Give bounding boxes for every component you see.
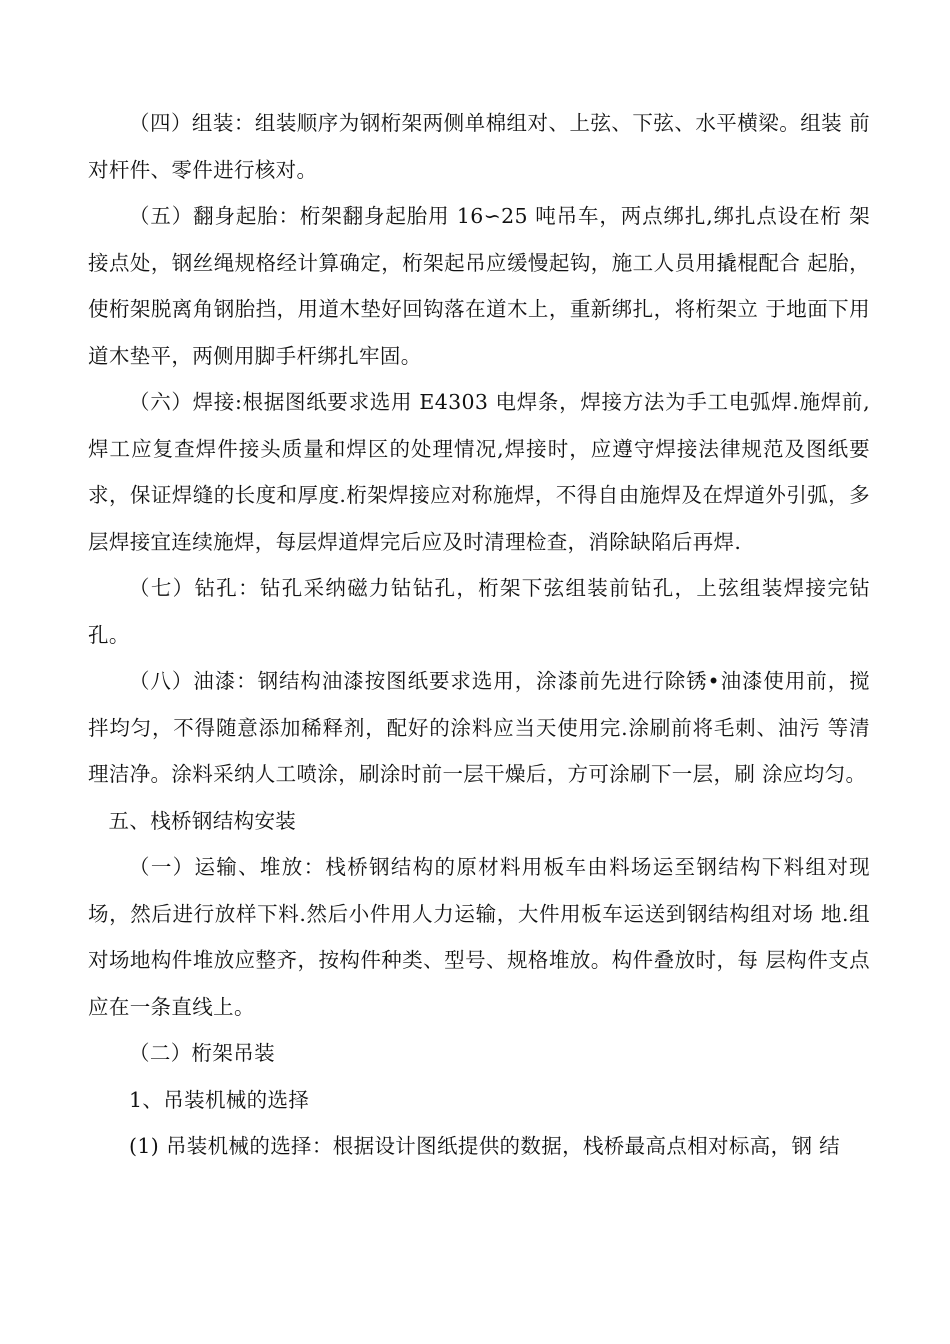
paragraph-painting: （八）油漆：钢结构油漆按图纸要求选用，涂漆前先进行除锈•油漆使用前，搅拌均匀，不得随意添加稀释剂，配好的涂料应当天使用完.涂刷前将毛刺、油污 等清理洁净。涂料采纳人工喷涂，刷涂时前一层干燥后，方可涂刷下一层，刷 涂应均匀。 xyxy=(88,669,870,786)
paragraph-assembly: （四）组装：组装顺序为钢桁架两侧单棉组对、上弦、下弦、水平横梁。组装 前对杆件、零件进行核对。 xyxy=(88,111,870,182)
section-heading-steel-installation: 五、栈桥钢结构安装 xyxy=(108,808,297,833)
document-body xyxy=(88,100,870,1170)
paragraph-welding: （六）焊接:根据图纸要求选用 E4303 电焊条，焊接方法为手工电弧焊.施焊前,焊工应复查焊件接头质量和焊区的处理情况,焊接时，应遵守焊接法律规范及图纸要求，保证焊缝的长度和厚度.桁架焊接应对称施焊，不得自由施焊及在焊道外引弧，多层焊接宜连续施焊，每层焊道焊完后应及时清理检查，消除缺陷后再焊. xyxy=(88,390,870,554)
paragraph-flip-lifting: （五）翻身起胎：桁架翻身起胎用 16∽25 吨吊车，两点绑扎,绑扎点设在桁 架接点处，钢丝绳规格经计算确定，桁架起吊应缓慢起钩，施工人员用撬棍配合 起胎，使桁架脱离角钢胎挡，用道木垫好回钩落在道木上，重新绑扎，将桁架立 于地面下用道木垫平，两侧用脚手杆绑扎牢固。 xyxy=(88,204,870,368)
subheading-machine-selection: 1、吊装机械的选择 xyxy=(129,1087,310,1112)
subheading-truss-hoisting: （二）桁架吊装 xyxy=(129,1041,275,1065)
paragraph-transport-storage: （一）运输、堆放：栈桥钢结构的原材料用板车由料场运至钢结构下料组对现场，然后进行放样下料.然后小件用人力运输，大件用板车运送到钢结构组对场 地.组对场地构件堆放应整齐，按构件种类、型号、规格堆放。构件叠放时，每 层构件支点应在一条直线上。 xyxy=(88,855,870,1019)
paragraph-drilling: （七）钻孔：钻孔采纳磁力钻钻孔，桁架下弦组装前钻孔，上弦组装焊接完钻孔。 xyxy=(88,576,870,647)
paragraph-machine-selection-1: (1) 吊装机械的选择：根据设计图纸提供的数据，栈桥最高点相对标高，钢 结 xyxy=(129,1134,841,1158)
